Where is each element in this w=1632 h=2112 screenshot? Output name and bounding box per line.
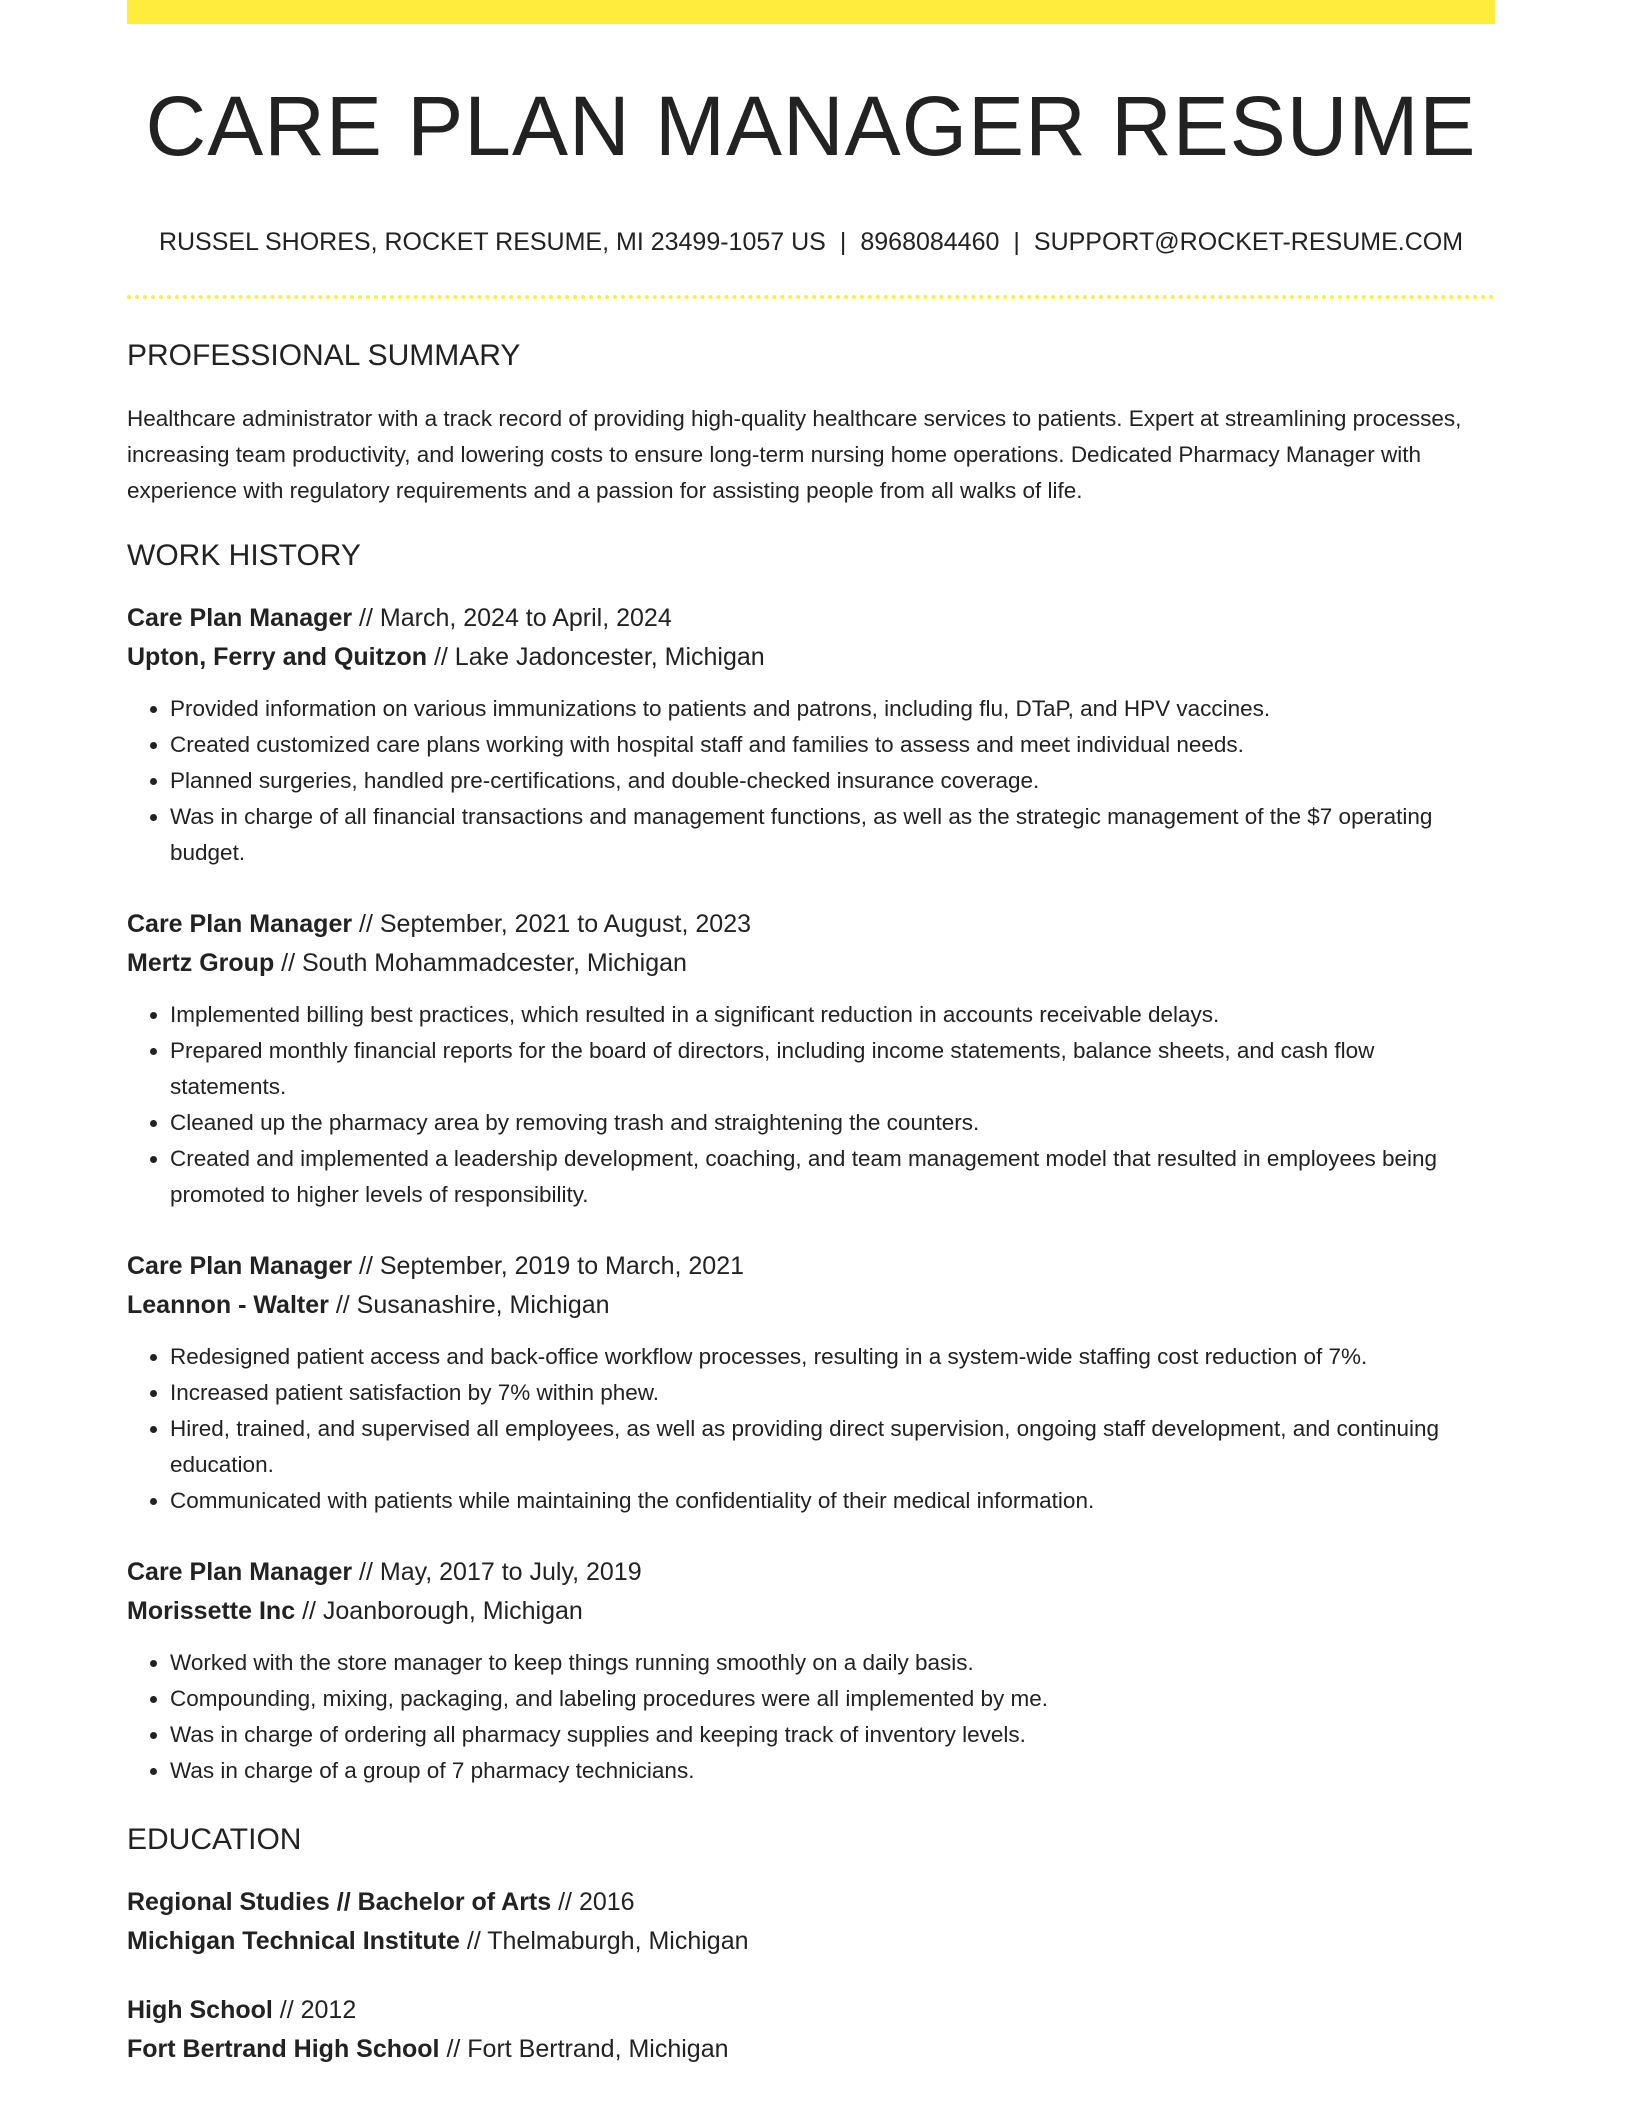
job-duty: • Provided information on various immunizations to patients and patrons, including flu, DTaP, and HPV vaccines. [170,691,1495,727]
contact-separator: | [1013,228,1020,256]
job-location: // Joanborough, Michigan [302,1597,583,1625]
summary-text: Healthcare administrator with a track record of providing high-quality healthcare services to patients. Expert at streamlining processes, increasing team productivity, and lowering costs to ensure long-term nursing home operations. Dedicated Pharmacy Manager with experience with regulatory requirements and a passion for assisting people from all walks of life. [127,406,1462,503]
education-entry [127,1991,1495,2069]
job-company-line [127,944,1495,983]
job-title-line [127,599,1495,638]
education-degree: Regional Studies // Bachelor of Arts [127,1888,552,1916]
job-title: Care Plan Manager [127,910,353,938]
work-history-section [127,541,1495,1789]
job-entry [127,1553,1495,1789]
contact-line [127,230,1495,255]
job-title-line [127,905,1495,944]
education-degree-line [127,1991,1495,2030]
job-duties-list [127,997,1495,1213]
job-duties-list [127,1339,1495,1519]
education-degree-line [127,1883,1495,1922]
education-school-line [127,2030,1495,2069]
dotted-divider [127,295,1495,299]
education-year: // 2016 [558,1888,635,1916]
job-duty: • Implemented billing best practices, which resulted in a significant reduction in accounts receivable delays. [170,997,1495,1033]
job-title: Care Plan Manager [127,604,353,632]
job-duty: • Created and implemented a leadership development, coaching, and team management model that resulted in employees being promoted to higher levels of responsibility. [170,1141,1495,1213]
job-duty: • Prepared monthly financial reports for the board of directors, including income statements, balance sheets, and cash flow statements. [170,1033,1495,1105]
job-title: Care Plan Manager [127,1558,353,1586]
education-year: // 2012 [279,1996,357,2024]
job-company: Morissette Inc [127,1597,296,1625]
education-degree: High School [127,1996,273,2024]
contact-email[interactable]: SUPPORT@ROCKET-RESUME.COM [1033,228,1464,256]
job-duty: • Redesigned patient access and back-office workflow processes, resulting in a system-wide staffing cost reduction of 7%. [170,1339,1495,1375]
job-duty: • Was in charge of a group of 7 pharmacy technicians. [170,1753,1495,1789]
contact-address: RUSSEL SHORES, ROCKET RESUME, MI 23499-1057 US [158,228,826,256]
job-location: // Susanashire, Michigan [335,1291,610,1319]
job-duty: • Increased patient satisfaction by 7% within phew. [170,1375,1495,1411]
section-heading-education: EDUCATION [127,1823,302,1856]
job-company-line [127,1286,1495,1325]
professional-summary-section [127,341,1495,509]
section-heading-work-history: WORK HISTORY [127,539,361,572]
education-school: Fort Bertrand High School [127,2035,440,2063]
section-heading-summary: PROFESSIONAL SUMMARY [127,339,521,372]
job-duty: • Planned surgeries, handled pre-certifications, and double-checked insurance coverage. [170,763,1495,799]
job-duty: • Was in charge of ordering all pharmacy supplies and keeping track of inventory levels. [170,1717,1495,1753]
job-entry [127,1247,1495,1519]
job-location: // Lake Jadoncester, Michigan [433,643,765,671]
job-company: Upton, Ferry and Quitzon [127,643,427,671]
education-location: // Fort Bertrand, Michigan [446,2035,729,2063]
job-duty: • Created customized care plans working with hospital staff and families to assess and meet individual needs. [170,727,1495,763]
education-location: // Thelmaburgh, Michigan [466,1927,749,1955]
job-dates: // May, 2017 to July, 2019 [359,1558,642,1586]
education-school-line [127,1922,1495,1961]
job-duty: • Cleaned up the pharmacy area by removing trash and straightening the counters. [170,1105,1495,1141]
job-company: Mertz Group [127,949,275,977]
resume-title: CARE PLAN MANAGER RESUME [145,79,1477,173]
job-dates: // September, 2021 to August, 2023 [359,910,752,938]
job-dates: // September, 2019 to March, 2021 [359,1252,745,1280]
job-title: Care Plan Manager [127,1252,353,1280]
job-dates: // March, 2024 to April, 2024 [359,604,672,632]
job-duty: • Communicated with patients while maintaining the confidentiality of their medical information. [170,1483,1495,1519]
job-duty: • Hired, trained, and supervised all employees, as well as providing direct supervision, ongoing staff development, and continuing education. [170,1411,1495,1483]
job-title-line [127,1247,1495,1286]
contact-phone[interactable]: 8968084460 [860,228,1000,256]
job-title-line [127,1553,1495,1592]
job-company: Leannon - Walter [127,1291,329,1319]
education-section [127,1825,1495,2069]
job-location: // South Mohammadcester, Michigan [281,949,687,977]
job-company-line [127,638,1495,677]
job-duty: • Worked with the store manager to keep things running smoothly on a daily basis. [170,1645,1495,1681]
accent-top-bar [127,0,1495,24]
job-duties-list [127,1645,1495,1789]
job-duty: • Compounding, mixing, packaging, and labeling procedures were all implemented by me. [170,1681,1495,1717]
job-duties-list [127,691,1495,871]
resume-page [127,0,1495,2069]
job-entry [127,905,1495,1213]
contact-separator: | [839,228,847,256]
education-school: Michigan Technical Institute [127,1927,460,1955]
job-entry [127,599,1495,871]
job-company-line [127,1592,1495,1631]
job-duty: • Was in charge of all financial transactions and management functions, as well as the strategic management of the $7 operating budget. [170,799,1495,871]
education-entry [127,1883,1495,1961]
